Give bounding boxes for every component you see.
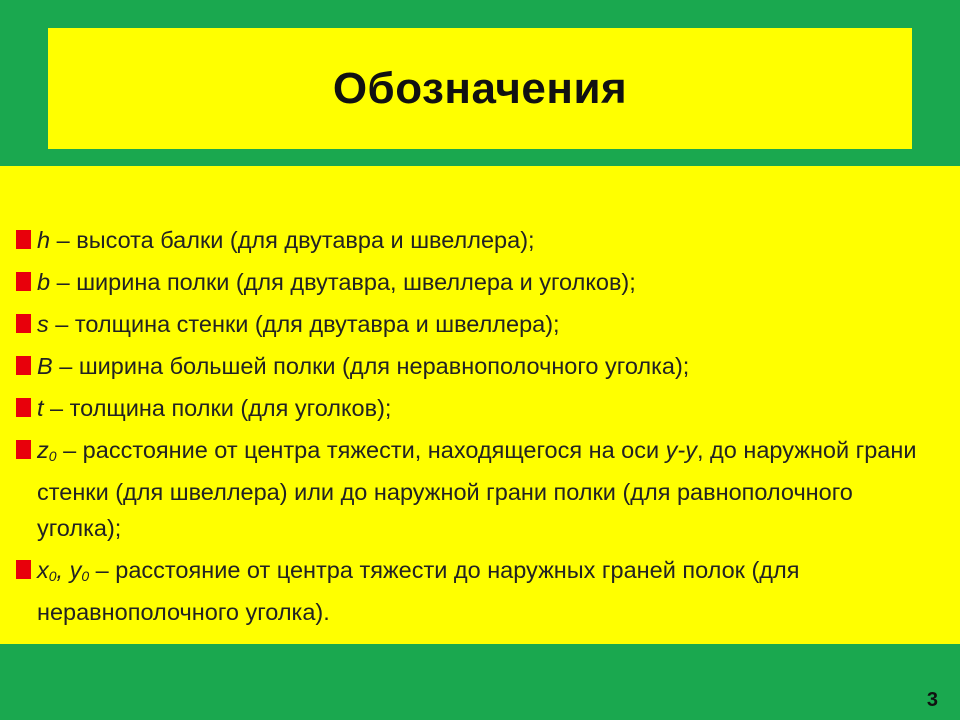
list-item (0, 222, 940, 258)
symbol: b (37, 269, 51, 295)
item-text: – расстояние от центра тяжести, находящегося на оси (56, 437, 666, 463)
definition-list (0, 222, 940, 636)
bullet-icon (16, 314, 31, 333)
list-item (0, 306, 940, 342)
bullet-icon (16, 272, 31, 291)
symbol: x (37, 557, 49, 583)
list-item (0, 264, 940, 300)
bullet-icon (16, 356, 31, 375)
bullet-icon (16, 398, 31, 417)
symbol: h (37, 227, 51, 253)
subscript: 0 (48, 568, 57, 584)
list-item (0, 390, 940, 426)
symbol: s (37, 311, 49, 337)
subscript-2: 0 (81, 568, 90, 584)
page-number: 3 (926, 689, 938, 711)
list-item (0, 348, 940, 384)
list-item (0, 432, 940, 546)
item-text-continued: , до наружной грани стенки (для швеллера) или до наружной грани полки (для равнополочного уголка); (37, 437, 917, 541)
item-text: – толщина стенки (для двутавра и швеллера); (48, 311, 560, 337)
bullet-icon (16, 440, 31, 459)
title-panel (48, 28, 912, 149)
symbol: z (37, 437, 49, 463)
item-text: – ширина полки (для двутавра, швеллера и уголков); (50, 269, 636, 295)
symbol: B (37, 353, 53, 379)
content-panel (0, 166, 960, 644)
slide-title: Обозначения (332, 63, 628, 113)
item-text: – высота балки (для двутавра и швеллера); (50, 227, 535, 253)
item-text: – ширина большей полки (для неравнополочного уголка); (52, 353, 690, 379)
bullet-icon (16, 560, 31, 579)
symbol: t (37, 395, 44, 421)
axis-label: y-y (665, 437, 697, 463)
bullet-icon (16, 230, 31, 249)
subscript: 0 (48, 448, 57, 464)
list-item (0, 552, 940, 630)
item-text: – расстояние от центра тяжести до наружных граней полок (для неравнополочного уголка). (37, 557, 800, 625)
symbol-2: y (69, 557, 82, 583)
separator: , (56, 557, 70, 583)
item-text: – толщина полки (для уголков); (43, 395, 392, 421)
